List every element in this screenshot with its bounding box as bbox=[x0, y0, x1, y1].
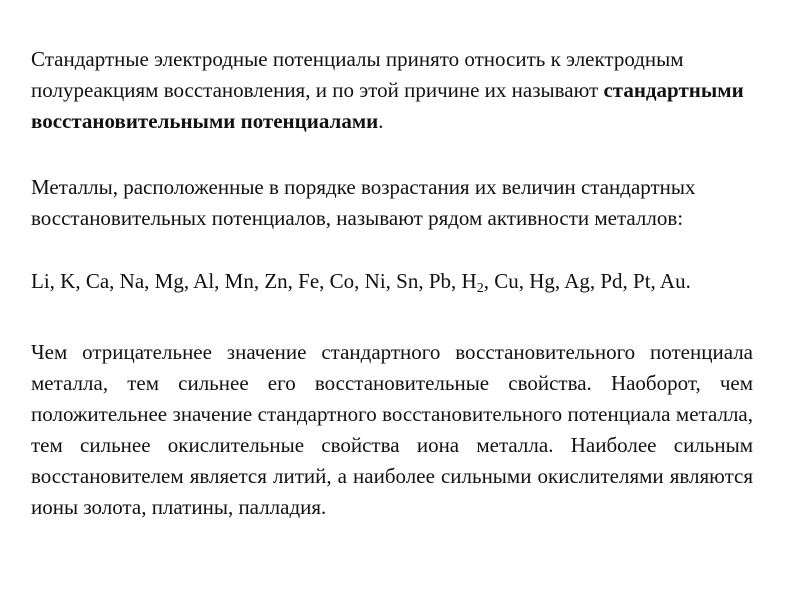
paragraph-standard-potentials bbox=[31, 44, 761, 137]
paragraph-activity-series-intro: Металлы, расположенные в порядке возрастания их величин стандартных восстановительных потенциалов, называют рядом активности металлов: bbox=[31, 175, 696, 230]
paragraph-activity-series bbox=[31, 266, 761, 297]
term-standard-reduction-potentials: стандартными восстановительными потенциалами bbox=[31, 78, 744, 133]
activity-series-part-1: Li, K, Ca, Na, Mg, Al, Mn, Zn, Fe, Co, Ni, Sn, Pb, H bbox=[31, 269, 477, 293]
paragraph-1-text: Стандартные электродные потенциалы принято относить к электродным полуреакциям восстановления, и по этой причине их называют bbox=[31, 47, 684, 102]
activity-series-part-2: , Cu, Hg, Ag, Pd, Pt, Au. bbox=[483, 269, 691, 293]
hydrogen-subscript: 2 bbox=[476, 281, 484, 296]
paragraph-1-period: . bbox=[378, 109, 384, 133]
paragraph-reducing-oxidizing-properties: Чем отрицательнее значение стандартного восстановительного потенциала металла, тем сильнее его восстановительные свойства. Наоборот, чем положительнее значение стандартного восстановительного потенциала металла, тем сильнее окислительные свойства иона металла. Наиболее сильным восстановителем является литий, а наиболее сильными окислителями являются ионы золота, платины, палладия. bbox=[31, 340, 753, 519]
